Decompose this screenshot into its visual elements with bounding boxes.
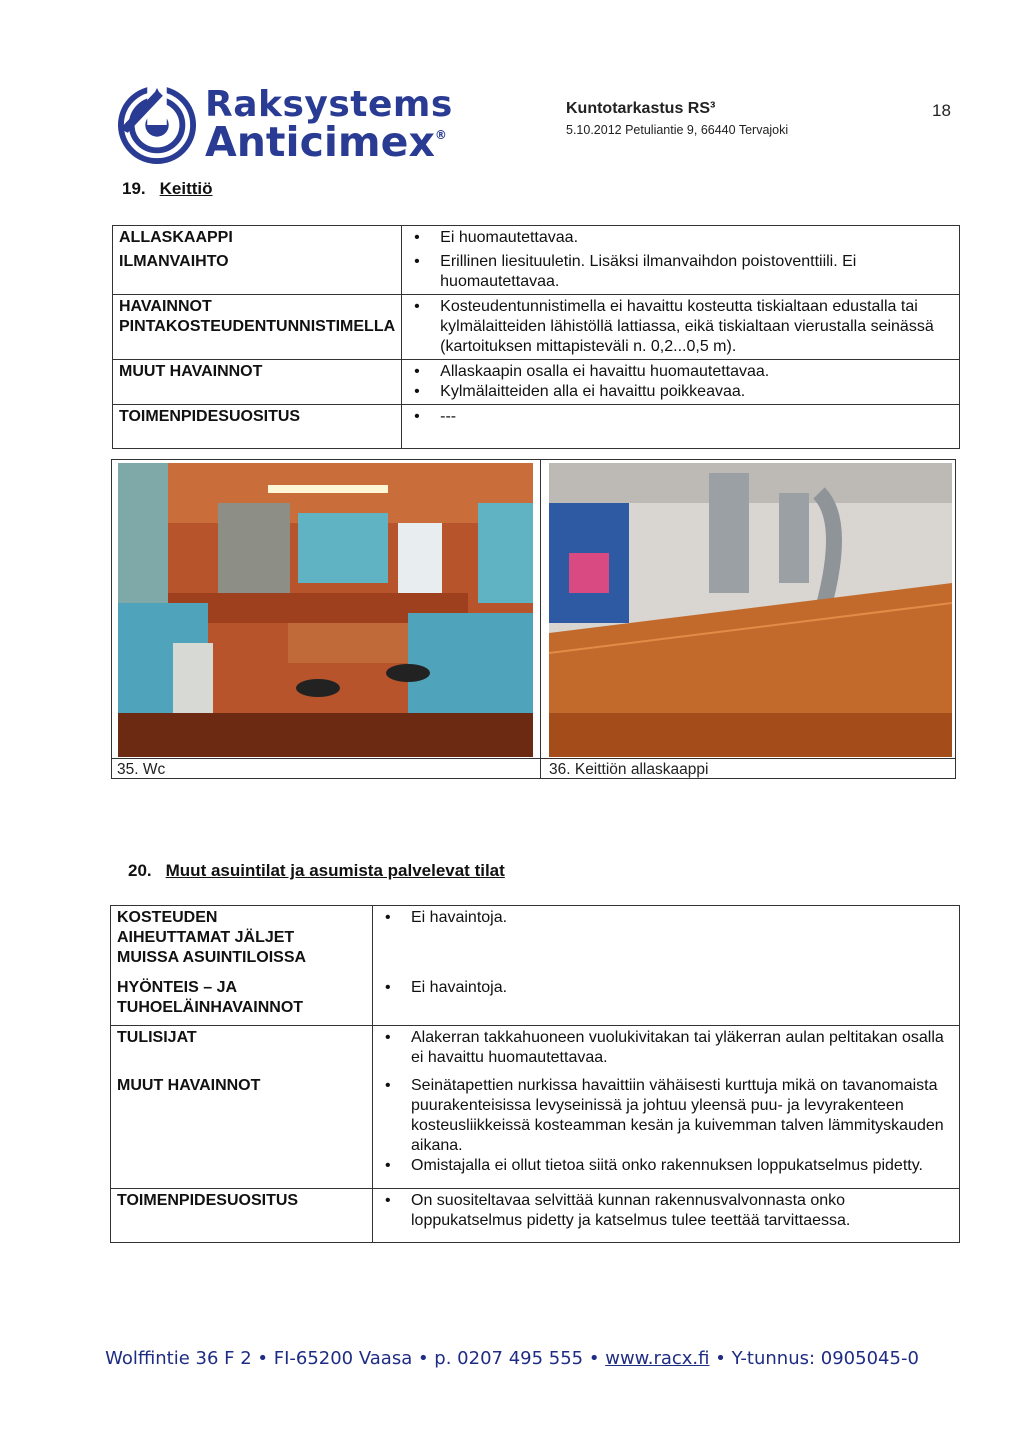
footer-business-id: • Y-tunnus: 0905045-0: [715, 1348, 919, 1369]
section-number: 19.: [122, 179, 146, 198]
row-content: [373, 1074, 960, 1189]
photo-caption-2: 36. Keittiön allaskaappi: [549, 761, 709, 778]
table-row: [111, 906, 960, 977]
list-item: • ---: [440, 407, 953, 427]
caption-divider: [111, 758, 956, 759]
footer-website-link[interactable]: www.racx.fi: [605, 1348, 710, 1369]
list-item: • Ei huomautettavaa.: [440, 228, 953, 248]
row-label: MUUT HAVAINNOT: [113, 360, 402, 405]
row-content: [402, 250, 960, 295]
row-content: [373, 1025, 960, 1074]
list-item: • Kylmälaitteiden alla ei havaittu poikkeavaa.: [440, 382, 953, 402]
photo-caption-1: 35. Wc: [117, 761, 166, 778]
row-label: ALLASKAAPPI: [113, 226, 402, 251]
sink-cabinet-photo: [549, 463, 952, 757]
list-item: • Ei havaintoja.: [411, 908, 953, 928]
table-row: [113, 405, 960, 449]
table-row: [113, 295, 960, 360]
row-content: [402, 295, 960, 360]
report-subtitle: 5.10.2012 Petuliantie 9, 66440 Tervajoki: [566, 123, 789, 137]
row-label: MUUT HAVAINNOT: [111, 1074, 373, 1189]
row-content: [373, 906, 960, 977]
section-title: Keittiö: [159, 179, 213, 198]
footer-address: Wolffintie 36 F 2 • FI-65200 Vaasa • p. 0207 495 555 •: [105, 1348, 600, 1369]
section-number: 20.: [128, 861, 152, 880]
page-number: 18: [932, 101, 951, 120]
brand-name-line2: Anticimex®: [205, 118, 447, 166]
table-row: [111, 1189, 960, 1243]
list-item: • Alakerran takkahuoneen vuolukivitakan tai yläkerran aulan peltitakan osalla ei havaittu huomautettavaa.: [411, 1028, 953, 1068]
row-content: [402, 405, 960, 449]
list-item: • On suositeltavaa selvittää kunnan rakennusvalvonnasta onko loppukatselmus pidetty ja katselmus tulee teettää tarvittaessa.: [411, 1191, 953, 1231]
table-row: [111, 1074, 960, 1189]
list-item: • Allaskaapin osalla ei havaittu huomautettavaa.: [440, 362, 953, 382]
row-label: HYÖNTEIS – JA TUHOELÄINHAVAINNOT: [111, 976, 373, 1025]
table-row: [111, 976, 960, 1025]
report-title: Kuntotarkastus RS³: [566, 100, 716, 117]
row-label: TULISIJAT: [111, 1025, 373, 1074]
table-row: [113, 226, 960, 251]
row-content: [373, 1189, 960, 1243]
brand-name-line1: Raksystems: [205, 84, 453, 125]
section-19-table: [112, 225, 960, 449]
kitchen-photo: [118, 463, 533, 757]
table-row: [113, 250, 960, 295]
list-item: • Kosteudentunnistimella ei havaittu kosteutta tiskialtaan edustalla tai kylmälaitteiden lähistöllä lattiassa, eikä tiskialtaan vierustalla seinässä (kartoituksen mittapisteväli n. 0,2...0,5 m).: [440, 297, 953, 357]
list-item: • Erillinen liesituuletin. Lisäksi ilmanvaihdon poistoventtiili. Ei huomautettavaa.: [440, 252, 953, 292]
section-20-heading: [128, 861, 505, 881]
list-item: • Omistajalla ei ollut tietoa siitä onko rakennuksen loppukatselmus pidetty.: [411, 1156, 953, 1176]
section-19-heading: [122, 179, 213, 199]
table-row: [111, 1025, 960, 1074]
row-content: [402, 360, 960, 405]
row-label: ILMANVAIHTO: [113, 250, 402, 295]
row-label: KOSTEUDEN AIHEUTTAMAT JÄLJET MUISSA ASUINTILOISSA: [111, 906, 373, 977]
section-20-table: [110, 905, 960, 1243]
footer: [0, 1348, 1024, 1369]
section-title: Muut asuintilat ja asumista palvelevat tilat: [165, 861, 505, 880]
anticimex-logo-icon: [118, 86, 196, 164]
list-item: • Seinätapettien nurkissa havaittiin vähäisesti kurttuja mikä on tavanomaista puurakenteisissa levyseinissä ja johtuu yleensä puu- ja levyrakenteen kosteusliikkeissä kosteamman kesän ja kuivemman talven lämmityskauden aikana.: [411, 1076, 953, 1156]
row-label: HAVAINNOT PINTAKOSTEUDENTUNNISTIMELLA: [113, 295, 402, 360]
photo-divider: [540, 459, 541, 779]
row-content: [402, 226, 960, 251]
list-item: • Ei havaintoja.: [411, 978, 953, 998]
row-content: [373, 976, 960, 1025]
table-row: [113, 360, 960, 405]
row-label: TOIMENPIDESUOSITUS: [111, 1189, 373, 1243]
row-label: TOIMENPIDESUOSITUS: [113, 405, 402, 449]
